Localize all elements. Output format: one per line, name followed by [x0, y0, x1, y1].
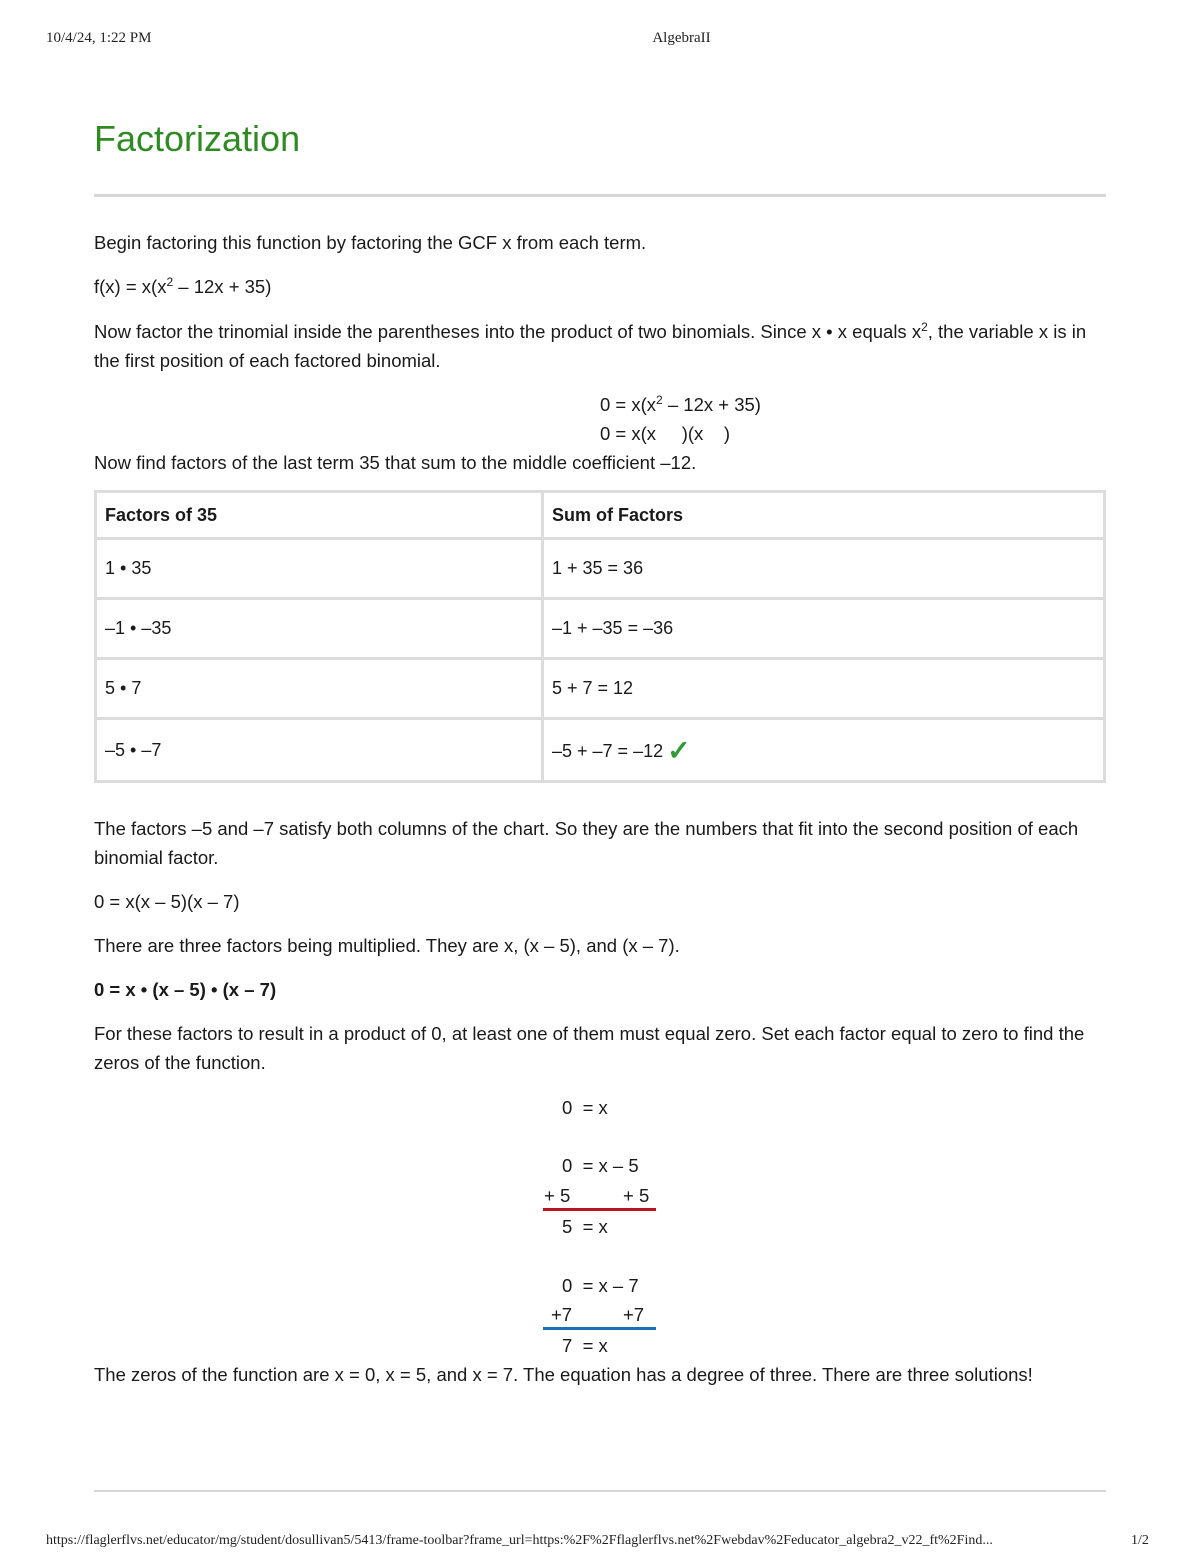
- gcf-equation: $f(x) = x(x^2 - 12x + 35)$: [94, 275, 272, 297]
- table-cell: 1 • 35: [96, 539, 543, 599]
- solution-2-result: 5 = x: [562, 1216, 608, 1237]
- find-factors-paragraph: Now find factors of the last term 35 that sum to the middle coefficient –12.: [94, 452, 697, 473]
- solution-2-add-right: + 5: [623, 1185, 650, 1206]
- table-row: [96, 539, 1105, 599]
- title-divider: [94, 194, 1106, 197]
- factors-table: [94, 490, 1106, 783]
- column-header-sum: Sum of Factors: [543, 492, 1105, 539]
- print-datetime: 10/4/24, 1:22 PM: [46, 30, 152, 46]
- table-cell: –5 + –7 = –12 ✓: [543, 719, 1105, 782]
- intro-paragraph: Begin factoring this function by factoring the GCF x from each term.: [94, 232, 647, 253]
- table-cell: –5 • –7: [96, 719, 543, 782]
- page-title: Factorization: [94, 118, 301, 159]
- trinomial-paragraph: Now factor the trinomial inside the parentheses into the product of two binomials. Since x • x equals $x^2$, the variable x is in the first position of each factored binomial.: [94, 320, 1087, 371]
- table-row: [96, 599, 1105, 659]
- table-row: [96, 719, 1105, 782]
- table-cell: –1 • –35: [96, 599, 543, 659]
- page-number: 1/2: [1131, 1533, 1149, 1548]
- solution-3-result: 7 = x: [562, 1335, 608, 1356]
- table-cell: 5 • 7: [96, 659, 543, 719]
- product-equation: 0 = x • (x – 5) • (x – 7): [94, 979, 277, 1000]
- print-doc-title: AlgebraII: [652, 30, 711, 46]
- table-cell: –1 + –35 = –36: [543, 599, 1105, 659]
- solution-3-divider: [543, 1327, 656, 1330]
- three-factors-paragraph: There are three factors being multiplied. They are x, (x – 5), and (x – 7).: [94, 935, 680, 956]
- solution-2-equation: 0 = x – 5: [562, 1155, 639, 1176]
- centered-equation-1: $0 = x(x^2 - 12x + 35)$: [600, 393, 761, 415]
- solution-3-add-left: +7: [551, 1304, 573, 1325]
- table-header-row: [96, 492, 1105, 539]
- factors-explanation-paragraph: The factors –5 and –7 satisfy both columns of the chart. So they are the numbers that fit into the second position of each binomial factor.: [94, 818, 1079, 868]
- table-row: [96, 659, 1105, 719]
- table-cell: 5 + 7 = 12: [543, 659, 1105, 719]
- print-url: https://flaglerflvs.net/educator/mg/student/dosullivan5/5413/frame-toolbar?frame_url=https:%2F%2Fflaglerflvs.net%2Fwebdav%2Feducator_algebra2_v22_ft%2Find...: [46, 1533, 993, 1548]
- solution-2-add-left: + 5: [544, 1185, 571, 1206]
- table-cell: 1 + 35 = 36: [543, 539, 1105, 599]
- solution-3-add-right: +7: [623, 1304, 645, 1325]
- checkmark-icon: ✓: [667, 734, 691, 766]
- solution-2-divider: [543, 1208, 656, 1211]
- solution-3-equation: 0 = x – 7: [562, 1275, 639, 1296]
- solution-1: 0 = x: [562, 1097, 608, 1118]
- column-header-factors: Factors of 35: [96, 492, 543, 539]
- zero-product-paragraph: For these factors to result in a product of 0, at least one of them must equal zero. Set each factor equal to zero to find the zeros of the function.: [94, 1023, 1085, 1073]
- conclusion-paragraph: The zeros of the function are x = 0, x = 5, and x = 7. The equation has a degree of three. There are three solutions!: [94, 1364, 1033, 1385]
- centered-equation-2: 0 = x(x )(x ): [600, 423, 731, 444]
- footer-divider: [94, 1490, 1106, 1492]
- factored-equation: 0 = x(x – 5)(x – 7): [94, 891, 240, 912]
